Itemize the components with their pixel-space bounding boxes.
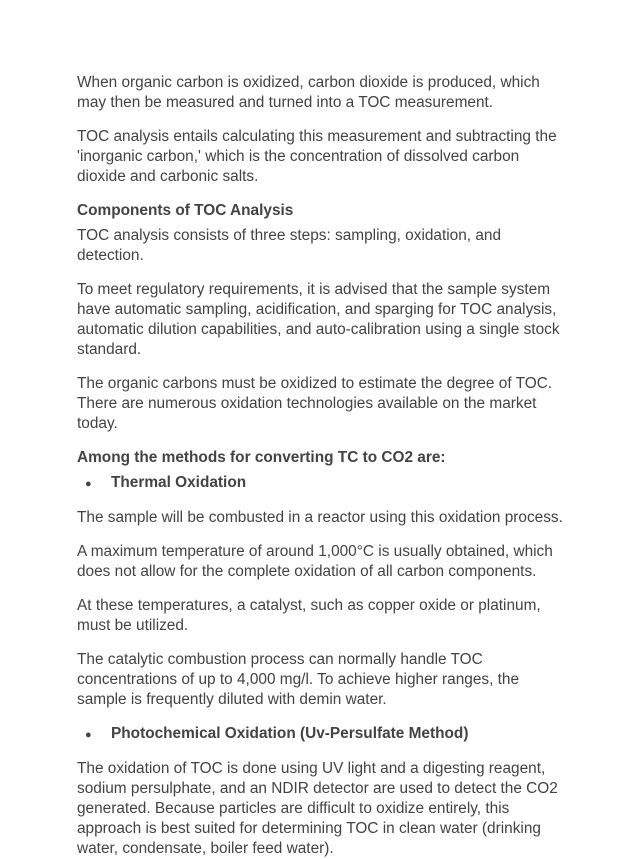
paragraph-toc-analysis: TOC analysis entails calculating this measurement and subtracting the 'inorganic carbon,' which is the concentration of dissolved carbon dioxide and carbonic salts. — [77, 128, 557, 185]
paragraph-max-temperature: A maximum temperature of around 1,000°C is usually obtained, which does not allow for the complete oxidation of all carbon components. — [77, 543, 553, 580]
bullet-label: Thermal Oxidation — [111, 474, 247, 491]
heading-methods: Among the methods for converting TC to CO2 are: — [77, 449, 446, 466]
paragraph-regulatory: To meet regulatory requirements, it is advised that the sample system have automatic sampling, acidification, and sparging for TOC analysis, automatic dilution capabilities, and auto-calibration using a single stock standard. — [77, 281, 560, 358]
bullet-icon: ● — [85, 478, 92, 490]
heading-components: Components of TOC Analysis — [77, 202, 294, 219]
bullet-label: Photochemical Oxidation (Uv-Persulfate Method) — [111, 725, 469, 742]
paragraph-combusted: The sample will be combusted in a reactor using this oxidation process. — [77, 509, 563, 526]
paragraph-catalytic-combustion: The catalytic combustion process can normally handle TOC concentrations of up to 4,000 mg/l. To achieve higher ranges, the sample is frequently diluted with demin water. — [77, 651, 520, 708]
paragraph-catalyst: At these temperatures, a catalyst, such as copper oxide or platinum, must be utilized. — [77, 597, 541, 634]
paragraph-toc-oxidation: When organic carbon is oxidized, carbon dioxide is produced, which may then be measured and turned into a TOC measurement. — [77, 74, 540, 111]
paragraph-oxidation-tech: The organic carbons must be oxidized to estimate the degree of TOC. There are numerous oxidation technologies available on the market today. — [77, 375, 553, 432]
bullet-icon: ● — [85, 729, 92, 741]
bullet-photochemical-oxidation — [77, 724, 565, 745]
paragraph-three-steps: TOC analysis consists of three steps: sampling, oxidation, and detection. — [77, 227, 502, 264]
bullet-thermal-oxidation — [77, 473, 565, 494]
document-page — [77, 73, 565, 859]
paragraph-uv-persulfate: The oxidation of TOC is done using UV light and a digesting reagent, sodium persulphate, and an NDIR detector are used to detect the CO2 generated. Because particles are difficult to oxidize entirely, this approach is best suited for determining TOC in clean water (drinking water, condensate, boiler feed water). — [77, 760, 558, 857]
